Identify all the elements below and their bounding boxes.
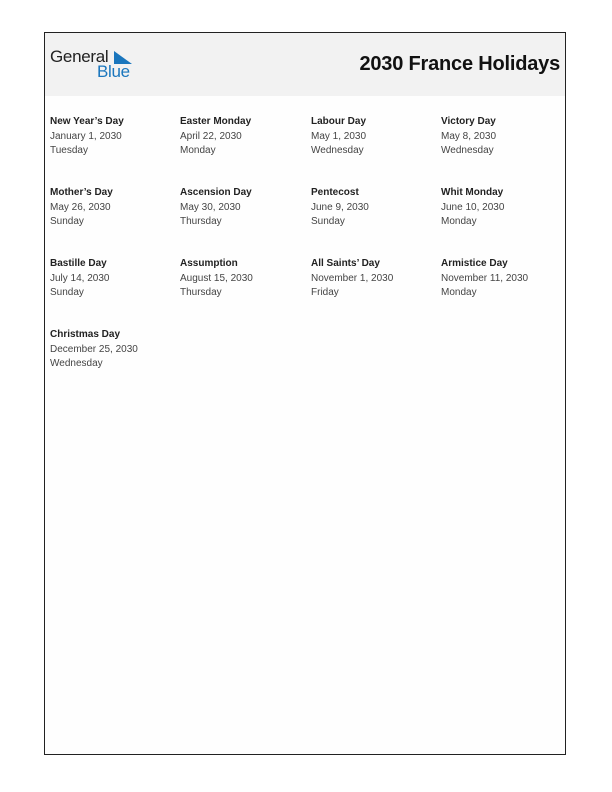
header-bar: [45, 33, 565, 96]
holiday-weekday: Monday: [180, 145, 216, 156]
holiday-name: Assumption: [180, 258, 238, 269]
holiday-name: Whit Monday: [441, 187, 504, 198]
holiday-date: November 1, 2030: [311, 272, 394, 284]
holiday-name: Labour Day: [311, 116, 367, 127]
holiday-name: New Year’s Day: [50, 116, 124, 127]
holiday-date: November 11, 2030: [441, 272, 529, 284]
holiday-date: May 1, 2030: [311, 130, 367, 142]
holiday-item: [441, 115, 569, 159]
holiday-name: All Saints’ Day: [311, 258, 380, 269]
page-title: 2030 France Holidays: [359, 53, 560, 75]
holiday-date: December 25, 2030: [50, 343, 138, 355]
holiday-item: [311, 115, 439, 159]
holiday-date: May 8, 2030: [441, 130, 497, 142]
holiday-name: Armistice Day: [441, 258, 508, 269]
logo-blue-text: Blue: [97, 62, 130, 81]
holiday-weekday: Sunday: [50, 287, 84, 298]
holiday-name: Christmas Day: [50, 329, 121, 340]
holiday-name: Pentecost: [311, 187, 359, 198]
holiday-item: [311, 257, 439, 301]
holiday-item: [50, 186, 178, 230]
holiday-name: Mother’s Day: [50, 187, 113, 198]
holiday-item: [50, 257, 178, 301]
holiday-date: January 1, 2030: [50, 130, 122, 142]
holiday-name: Easter Monday: [180, 116, 252, 127]
holiday-date: June 10, 2030: [441, 201, 505, 213]
holiday-date: August 15, 2030: [180, 272, 253, 284]
holiday-item: [50, 115, 178, 159]
holiday-name: Victory Day: [441, 116, 496, 127]
holiday-item: [50, 328, 178, 372]
holiday-item: [180, 115, 308, 159]
holiday-weekday: Thursday: [180, 287, 222, 298]
holiday-item: [180, 186, 308, 230]
holiday-item: [441, 257, 569, 301]
logo-general-text: General: [50, 47, 109, 66]
holiday-date: June 9, 2030: [311, 201, 369, 213]
holiday-item: [311, 186, 439, 230]
holiday-date: May 30, 2030: [180, 201, 241, 213]
holiday-date: April 22, 2030: [180, 130, 242, 142]
holiday-weekday: Monday: [441, 287, 477, 298]
holiday-name: Bastille Day: [50, 258, 107, 269]
holiday-weekday: Wednesday: [441, 145, 494, 156]
holiday-weekday: Friday: [311, 287, 339, 298]
holiday-item: [180, 257, 308, 301]
holiday-date: July 14, 2030: [50, 272, 110, 284]
holiday-weekday: Sunday: [50, 216, 84, 227]
holiday-weekday: Monday: [441, 216, 477, 227]
holiday-item: [441, 186, 569, 230]
holiday-weekday: Wednesday: [311, 145, 364, 156]
page-frame: [44, 32, 566, 755]
holiday-weekday: Wednesday: [50, 358, 103, 369]
holiday-weekday: Tuesday: [50, 145, 88, 156]
holiday-name: Ascension Day: [180, 187, 252, 198]
holiday-weekday: Sunday: [311, 216, 345, 227]
holiday-date: May 26, 2030: [50, 201, 111, 213]
generalblue-logo: [50, 47, 140, 83]
holiday-weekday: Thursday: [180, 216, 222, 227]
